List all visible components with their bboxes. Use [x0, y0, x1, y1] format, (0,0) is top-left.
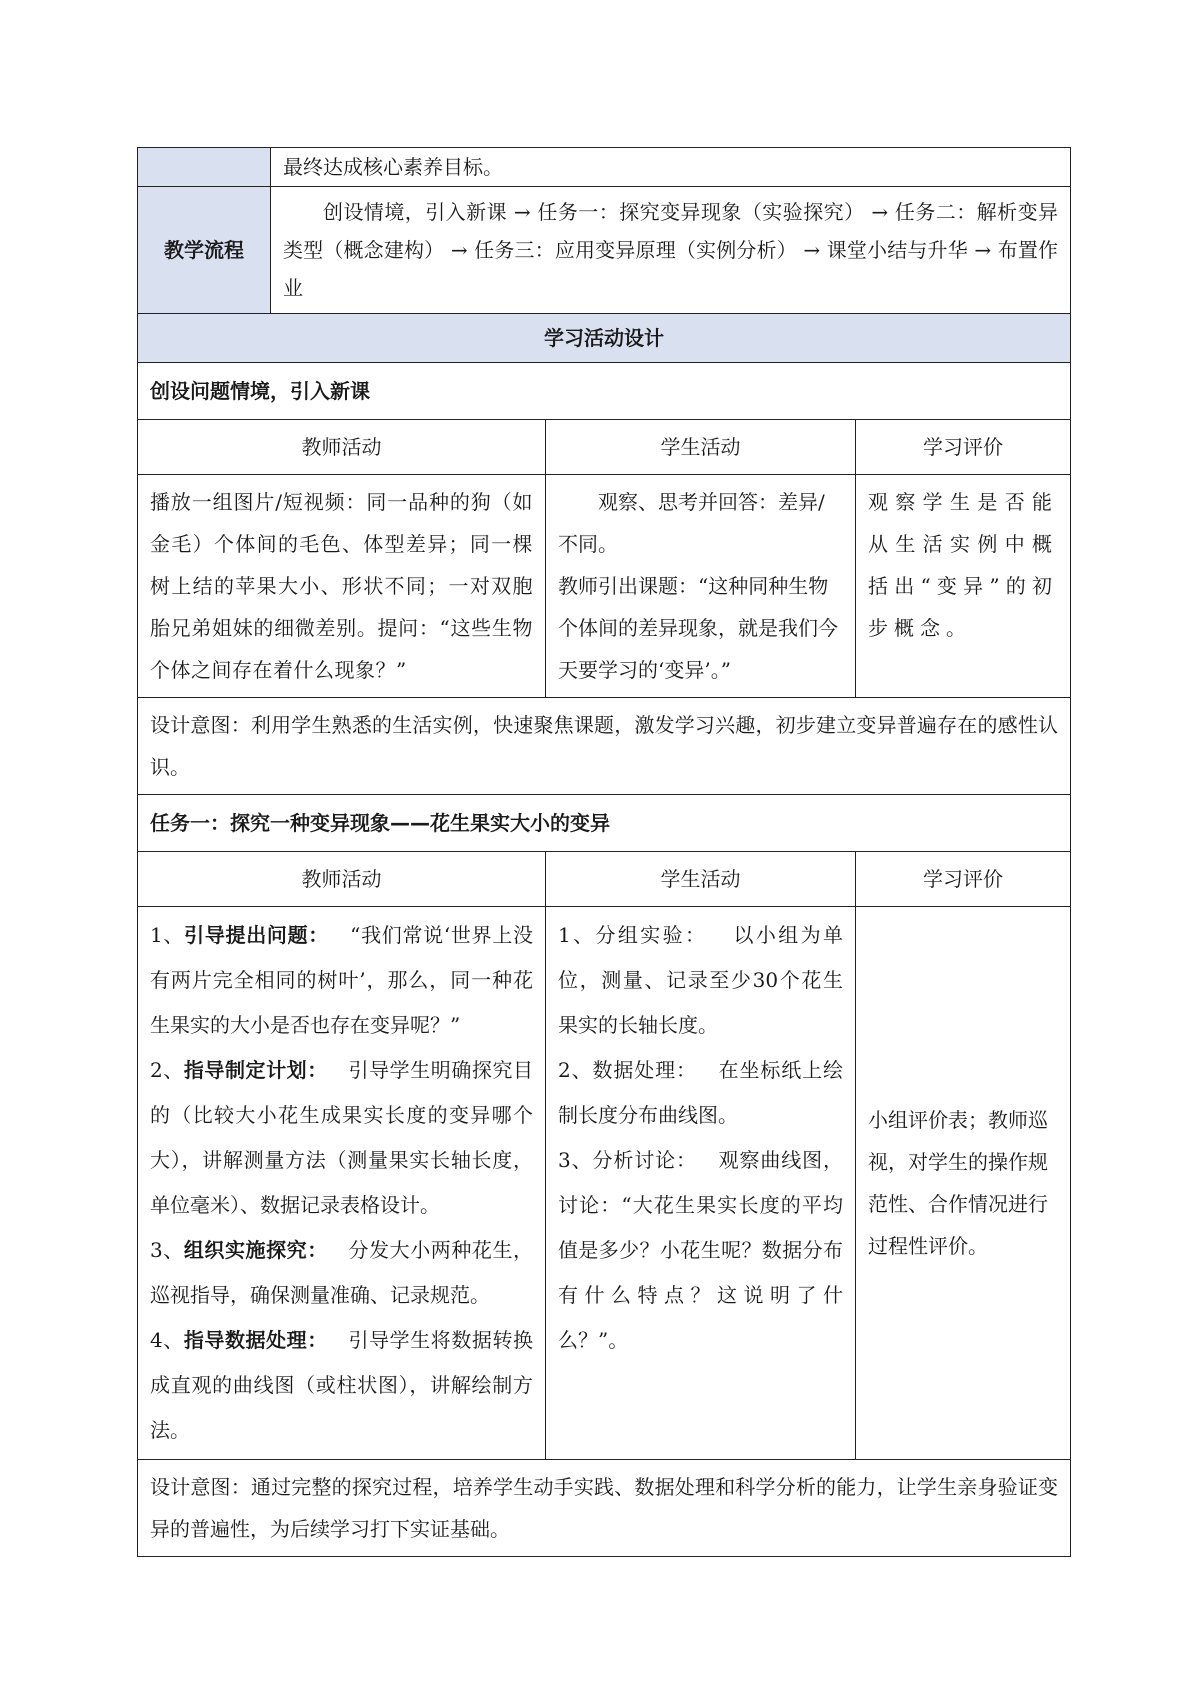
step-number: 1、 — [558, 923, 596, 947]
intro-student-topic: 教师引出课题：“这种同种生物个体间的差异现象，就是我们今天要学习的‘变异’。” — [558, 574, 838, 682]
step-number: 3、 — [150, 1238, 184, 1262]
task1-design-row — [138, 1460, 1071, 1557]
teacher-step — [150, 1048, 533, 1228]
step-number: 2、 — [558, 1058, 593, 1082]
step-text: 引导学生将数据转换成直观的曲线图（或柱状图），讲解绘制方法。 — [150, 1328, 534, 1442]
step-number: 2、 — [150, 1058, 184, 1082]
student-step — [558, 913, 843, 1048]
student-step — [558, 1048, 843, 1138]
task1-evaluation: 小组评价表；教师巡视，对学生的操作规范性、合作情况进行过程性评价。 — [856, 907, 1071, 1460]
step-text: 分发大小两种花生，巡视指导，确保测量准确、记录规范。 — [150, 1238, 534, 1307]
step-text: 在坐标纸上绘制长度分布曲线图。 — [558, 1058, 844, 1127]
task1-header-row — [138, 852, 1071, 907]
step-label: 指导制定计划： — [183, 1058, 328, 1082]
activity-design-banner: 学习活动设计 — [138, 314, 1071, 363]
header-evaluation: 学习评价 — [856, 420, 1071, 475]
intro-header-row — [138, 420, 1071, 475]
task1-design-intent: 设计意图：通过完整的探究过程，培养学生动手实践、数据处理和科学分析的能力，让学生亲身验证变异的普遍性，为后续学习打下实证基础。 — [138, 1460, 1071, 1557]
task1-section-title: 任务一：探究一种变异现象——花生果实大小的变异 — [138, 795, 1071, 852]
step-number: 1、 — [150, 923, 185, 947]
step-label: 数据处理： — [592, 1058, 697, 1082]
teaching-flow-cell — [271, 187, 1071, 314]
teaching-flow-text: 创设情境，引入新课 → 任务一：探究变异现象（实验探究） → 任务二：解析变异类型（概念建构） → 任务三：应用变异原理（实例分析） → 课堂小结与升华 → 布置作业 — [283, 200, 1059, 300]
core-literacy-text: 最终达成核心素养目标。 — [271, 148, 1071, 187]
step-number: 4、 — [150, 1328, 184, 1352]
step-label: 组织实施探究： — [183, 1238, 328, 1262]
core-literacy-row — [138, 148, 1071, 187]
intro-design-intent: 设计意图：利用学生熟悉的生活实例，快速聚焦课题，激发学习兴趣，初步建立变异普遍存在的感性认识。 — [138, 698, 1071, 795]
step-text: 引导学生明确探究目的（比较大小花生成果实长度的变异哪个大），讲解测量方法（测量果实长轴长度，单位毫米）、数据记录表格设计。 — [150, 1058, 534, 1217]
step-text: 以小组为单位，测量、记录至少30个花生果实的长轴长度。 — [558, 923, 843, 1037]
intro-content-row — [138, 475, 1071, 698]
lesson-plan-table — [137, 147, 1071, 1557]
intro-evaluation: 观察学生是否能从生活实例中概括出“变异”的初步概念。 — [856, 475, 1071, 698]
intro-student-cell — [546, 475, 856, 698]
header-teacher-activity: 教师活动 — [138, 420, 546, 475]
intro-design-row — [138, 698, 1071, 795]
teacher-step — [150, 1228, 533, 1318]
task1-content-row — [138, 907, 1071, 1460]
label-cell-empty — [138, 148, 271, 187]
step-text: 观察曲线图，讨论：“大花生果实长度的平均值是多少？小花生呢？数据分布有什么特点？这说明了什么？”。 — [558, 1148, 844, 1352]
task1-teacher-activity — [138, 907, 546, 1460]
header-student-activity: 学生活动 — [546, 420, 856, 475]
intro-student-answer: 观察、思考并回答：差异/不同。 — [558, 490, 825, 556]
step-number: 3、 — [558, 1148, 593, 1172]
task1-title-row — [138, 795, 1071, 852]
intro-section-title: 创设问题情境，引入新课 — [138, 363, 1071, 420]
activity-banner-row — [138, 314, 1071, 363]
student-step — [558, 1138, 843, 1363]
header-evaluation: 学习评价 — [856, 852, 1071, 907]
task1-student-activity — [546, 907, 856, 1460]
header-student-activity: 学生活动 — [546, 852, 856, 907]
intro-teacher-activity: 播放一组图片/短视频：同一品种的狗（如金毛）个体间的毛色、体型差异；同一棵树上结的苹果大小、形状不同；一对双胞胎兄弟姐妹的细微差别。提问：“这些生物个体之间存在着什么现象？” — [138, 475, 546, 698]
lesson-plan-page — [137, 147, 1070, 1557]
intro-title-row — [138, 363, 1071, 420]
header-teacher-activity: 教师活动 — [138, 852, 546, 907]
step-label: 引导提出问题： — [184, 923, 329, 947]
teacher-step — [150, 913, 533, 1048]
step-label: 分析讨论： — [592, 1148, 697, 1172]
step-text: “我们常说‘世界上没有两片完全相同的树叶’，那么，同一种花生果实的大小是否也存在变异呢？” — [150, 923, 534, 1037]
teaching-flow-row — [138, 187, 1071, 314]
step-label: 分组实验： — [595, 923, 708, 947]
teaching-flow-label: 教学流程 — [138, 187, 271, 314]
teacher-step — [150, 1318, 533, 1453]
step-label: 指导数据处理： — [183, 1328, 328, 1352]
